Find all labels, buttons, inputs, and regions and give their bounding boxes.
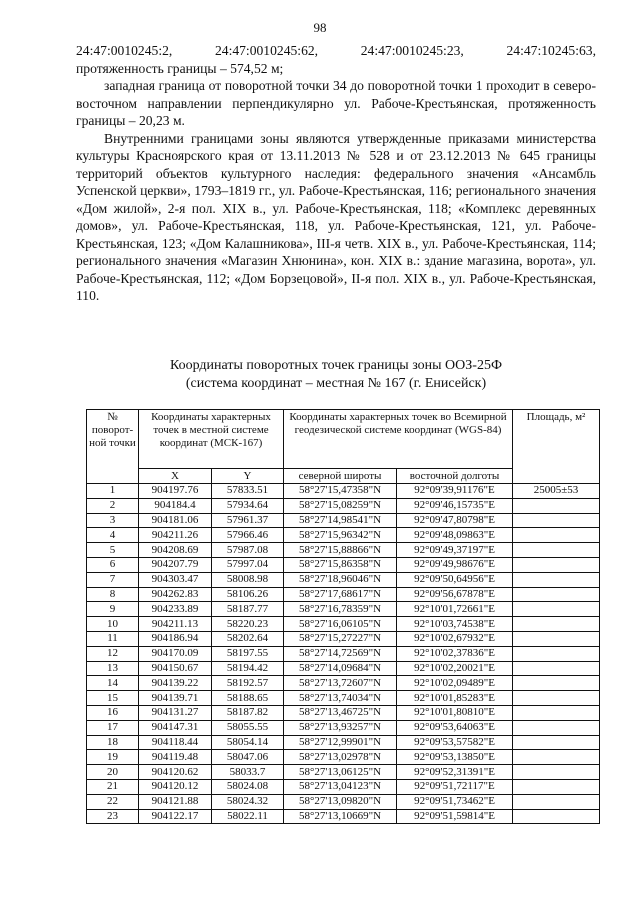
- paragraph-boundary-length: протяженность границы – 574,52 м;: [76, 60, 284, 76]
- table-caption-line2: (система координат – местная № 167 (г. Енисейск): [185, 375, 487, 391]
- cell-x: 904181.06: [139, 513, 212, 528]
- table-row: [87, 809, 600, 824]
- cell-y: 58187.77: [212, 602, 284, 617]
- cadastral-number: 24:47:0010245:23,: [360, 43, 464, 58]
- cell-x: 904208.69: [139, 543, 212, 558]
- cadastral-number: 24:47:10245:63,: [506, 43, 596, 58]
- cell-longitude: 92°09'49,98676"E: [397, 557, 513, 572]
- cell-latitude: 58°27'13,10669"N: [284, 809, 397, 824]
- header-area: Площадь, м²: [513, 410, 600, 484]
- cell-y: 57966.46: [212, 528, 284, 543]
- cell-latitude: 58°27'14,98541"N: [284, 513, 397, 528]
- cell-latitude: 58°27'17,68617"N: [284, 587, 397, 602]
- cell-area: [513, 528, 600, 543]
- cell-y: 58188.65: [212, 691, 284, 706]
- paragraph-internal-boundaries: Внутренними границами зоны являются утвержденные приказами министерства культуры Красноярского края от 13.11.2013 № 528 и от 23.12.2013 № 645 границы территорий объектов культурного наследия: федерального значения «Ансамбль Успенской церкви», 1793–1819 гг., ул. Рабоче-Крестьянская, 116; регионального значения «Дом жилой», 2-я пол. XIX в., ул. Рабоче-Крестьянская, 118; «Комплекс деревянных домов», ул. Рабоче-Крестьянская, 118, ул. Рабоче-Крестьянская, 121, ул. Рабоче-Крестьянская, 123; «Дом Калашникова», III-я четв. XIX в., ул. Рабоче-Крестьянская, 114; регионального значения «Магазин Хнюнина», кон. XIX в.: здание магазина, ворота», ул. Рабоче-Крестьянская, 112; «Дом Борзецовой», II-я пол. XIX в., ул. Рабоче-Крестьянская, 110.: [76, 130, 596, 303]
- cell-longitude: 92°09'53,64063"E: [397, 720, 513, 735]
- cell-y: 58220.23: [212, 617, 284, 632]
- cell-x: 904118.44: [139, 735, 212, 750]
- cell-point-number: 7: [87, 572, 139, 587]
- cell-x: 904197.76: [139, 484, 212, 499]
- cell-latitude: 58°27'13,02978"N: [284, 750, 397, 765]
- cell-point-number: 23: [87, 809, 139, 824]
- cell-y: 57987.08: [212, 543, 284, 558]
- cell-x: 904120.62: [139, 765, 212, 780]
- table-row: [87, 779, 600, 794]
- cell-area: [513, 587, 600, 602]
- header-point-number: № поворот-ной точки: [87, 410, 139, 484]
- cell-point-number: 3: [87, 513, 139, 528]
- body-text: [76, 42, 596, 305]
- header-wgs-coordinates: Координаты характерных точек во Всемирной геодезической системе координат (WGS-84): [284, 410, 513, 469]
- cell-latitude: 58°27'13,72607"N: [284, 676, 397, 691]
- cell-point-number: 16: [87, 705, 139, 720]
- cell-area: [513, 691, 600, 706]
- cell-latitude: 58°27'13,46725"N: [284, 705, 397, 720]
- table-row: [87, 617, 600, 632]
- cell-y: 58194.42: [212, 661, 284, 676]
- cell-x: 904184.4: [139, 498, 212, 513]
- cell-y: 58022.11: [212, 809, 284, 824]
- table-row: [87, 631, 600, 646]
- table-row: [87, 735, 600, 750]
- cell-area: [513, 572, 600, 587]
- cell-longitude: 92°10'02,09489"E: [397, 676, 513, 691]
- cell-latitude: 58°27'13,09820"N: [284, 794, 397, 809]
- table-row: [87, 498, 600, 513]
- coordinates-table-body: [87, 484, 600, 824]
- cell-y: 57934.64: [212, 498, 284, 513]
- paragraph-western-boundary: западная граница от поворотной точки 34 до поворотной точки 1 проходит в северо-восточном направлении перпендикулярно ул. Рабоче-Крестьянская, протяженность границы – 20,23 м.: [76, 78, 596, 128]
- cell-area: [513, 750, 600, 765]
- cell-point-number: 13: [87, 661, 139, 676]
- cell-latitude: 58°27'14,72569"N: [284, 646, 397, 661]
- cell-latitude: 58°27'15,88866"N: [284, 543, 397, 558]
- cell-area: [513, 765, 600, 780]
- cell-longitude: 92°10'01,72661"E: [397, 602, 513, 617]
- cell-area: [513, 617, 600, 632]
- cell-point-number: 5: [87, 543, 139, 558]
- cadastral-number: 24:47:0010245:62,: [214, 43, 319, 58]
- header-longitude: восточной долготы: [397, 469, 513, 484]
- cell-y: 58024.32: [212, 794, 284, 809]
- cell-area: [513, 646, 600, 661]
- header-latitude: северной широты: [284, 469, 397, 484]
- cell-y: 58055.55: [212, 720, 284, 735]
- cell-longitude: 92°09'47,80798"E: [397, 513, 513, 528]
- cell-latitude: 58°27'14,09684"N: [284, 661, 397, 676]
- cell-point-number: 19: [87, 750, 139, 765]
- cell-area: [513, 705, 600, 720]
- table-row: [87, 587, 600, 602]
- cell-longitude: 92°10'01,80810"E: [397, 705, 513, 720]
- cell-x: 904150.67: [139, 661, 212, 676]
- cell-y: 58197.55: [212, 646, 284, 661]
- cell-latitude: 58°27'15,86358"N: [284, 557, 397, 572]
- cell-longitude: 92°09'56,67878"E: [397, 587, 513, 602]
- cell-longitude: 92°09'46,15735"E: [397, 498, 513, 513]
- cell-x: 904121.88: [139, 794, 212, 809]
- cell-latitude: 58°27'16,78359"N: [284, 602, 397, 617]
- table-row: [87, 484, 600, 499]
- cell-y: 57961.37: [212, 513, 284, 528]
- table-row: [87, 543, 600, 558]
- cell-latitude: 58°27'16,06105"N: [284, 617, 397, 632]
- table-row: [87, 676, 600, 691]
- cell-area: [513, 794, 600, 809]
- cell-area: [513, 631, 600, 646]
- cell-longitude: 92°09'49,37197"E: [397, 543, 513, 558]
- table-row: [87, 794, 600, 809]
- cell-longitude: 92°10'02,67932"E: [397, 631, 513, 646]
- cell-y: 58024.08: [212, 779, 284, 794]
- cell-area: [513, 513, 600, 528]
- cell-longitude: 92°10'03,74538"E: [397, 617, 513, 632]
- cell-area: [513, 557, 600, 572]
- cell-point-number: 10: [87, 617, 139, 632]
- cell-y: 57997.04: [212, 557, 284, 572]
- cell-y: 58106.26: [212, 587, 284, 602]
- cell-area: [513, 602, 600, 617]
- cell-longitude: 92°09'50,64956"E: [397, 572, 513, 587]
- header-local-coordinates: Координаты характерных точек в местной системе координат (МСК-167): [139, 410, 284, 469]
- cell-x: 904262.83: [139, 587, 212, 602]
- cell-x: 904131.27: [139, 705, 212, 720]
- cell-point-number: 21: [87, 779, 139, 794]
- cell-y: 58033.7: [212, 765, 284, 780]
- cell-area: [513, 661, 600, 676]
- cell-x: 904139.22: [139, 676, 212, 691]
- table-row: [87, 765, 600, 780]
- cell-y: 57833.51: [212, 484, 284, 499]
- cell-point-number: 17: [87, 720, 139, 735]
- table-row: [87, 572, 600, 587]
- cell-point-number: 22: [87, 794, 139, 809]
- cell-x: 904303.47: [139, 572, 212, 587]
- cell-point-number: 6: [87, 557, 139, 572]
- table-row: [87, 528, 600, 543]
- cell-point-number: 18: [87, 735, 139, 750]
- cell-area: [513, 779, 600, 794]
- cell-x: 904207.79: [139, 557, 212, 572]
- table-row: [87, 646, 600, 661]
- cell-x: 904120.12: [139, 779, 212, 794]
- cell-latitude: 58°27'13,74034"N: [284, 691, 397, 706]
- page-number: 98: [313, 20, 327, 35]
- table-row: [87, 750, 600, 765]
- header-x: X: [139, 469, 212, 484]
- cell-x: 904186.94: [139, 631, 212, 646]
- cell-longitude: 92°09'51,73462"E: [397, 794, 513, 809]
- cell-x: 904211.26: [139, 528, 212, 543]
- cell-x: 904233.89: [139, 602, 212, 617]
- cell-longitude: 92°10'02,20021"E: [397, 661, 513, 676]
- cell-y: 58008.98: [212, 572, 284, 587]
- cell-point-number: 12: [87, 646, 139, 661]
- cell-x: 904119.48: [139, 750, 212, 765]
- cell-x: 904122.17: [139, 809, 212, 824]
- cadastral-number-row: [76, 42, 596, 60]
- cell-latitude: 58°27'12,99901"N: [284, 735, 397, 750]
- cell-x: 904147.31: [139, 720, 212, 735]
- cadastral-number: 24:47:0010245:2,: [76, 43, 173, 58]
- cell-longitude: 92°09'51,59814"E: [397, 809, 513, 824]
- table-row: [87, 557, 600, 572]
- cell-latitude: 58°27'13,93257"N: [284, 720, 397, 735]
- cell-point-number: 15: [87, 691, 139, 706]
- cell-area: [513, 720, 600, 735]
- cell-point-number: 1: [87, 484, 139, 499]
- cell-area: [513, 735, 600, 750]
- table-row: [87, 691, 600, 706]
- cell-point-number: 11: [87, 631, 139, 646]
- cell-latitude: 58°27'15,08259"N: [284, 498, 397, 513]
- cell-area: 25005±53: [513, 484, 600, 499]
- cell-longitude: 92°10'02,37836"E: [397, 646, 513, 661]
- cell-longitude: 92°09'48,09863"E: [397, 528, 513, 543]
- cell-point-number: 20: [87, 765, 139, 780]
- cell-x: 904211.13: [139, 617, 212, 632]
- cell-y: 58054.14: [212, 735, 284, 750]
- cell-y: 58047.06: [212, 750, 284, 765]
- cell-x: 904139.71: [139, 691, 212, 706]
- cell-latitude: 58°27'13,06125"N: [284, 765, 397, 780]
- cell-y: 58192.57: [212, 676, 284, 691]
- cell-latitude: 58°27'18,96046"N: [284, 572, 397, 587]
- table-row: [87, 602, 600, 617]
- table-row: [87, 661, 600, 676]
- cell-point-number: 9: [87, 602, 139, 617]
- coordinates-table: [86, 409, 600, 824]
- cell-point-number: 2: [87, 498, 139, 513]
- cell-longitude: 92°09'53,13850"E: [397, 750, 513, 765]
- cell-y: 58187.82: [212, 705, 284, 720]
- header-y: Y: [212, 469, 284, 484]
- cell-area: [513, 543, 600, 558]
- cell-area: [513, 809, 600, 824]
- table-row: [87, 513, 600, 528]
- cell-longitude: 92°09'53,57582"E: [397, 735, 513, 750]
- cell-longitude: 92°09'51,72117"E: [397, 779, 513, 794]
- cell-x: 904170.09: [139, 646, 212, 661]
- table-row: [87, 720, 600, 735]
- cell-point-number: 14: [87, 676, 139, 691]
- cell-point-number: 4: [87, 528, 139, 543]
- cell-longitude: 92°10'01,85283"E: [397, 691, 513, 706]
- cell-latitude: 58°27'13,04123"N: [284, 779, 397, 794]
- cell-longitude: 92°09'52,31391"E: [397, 765, 513, 780]
- table-caption-line1: Координаты поворотных точек границы зоны ООЗ-25Ф: [169, 358, 503, 373]
- cell-latitude: 58°27'15,47358"N: [284, 484, 397, 499]
- cell-point-number: 8: [87, 587, 139, 602]
- cell-area: [513, 498, 600, 513]
- table-row: [87, 705, 600, 720]
- cell-area: [513, 676, 600, 691]
- cell-latitude: 58°27'15,96342"N: [284, 528, 397, 543]
- table-caption: [76, 357, 596, 392]
- cell-y: 58202.64: [212, 631, 284, 646]
- cell-longitude: 92°09'39,91176"E: [397, 484, 513, 499]
- cell-latitude: 58°27'15,27227"N: [284, 631, 397, 646]
